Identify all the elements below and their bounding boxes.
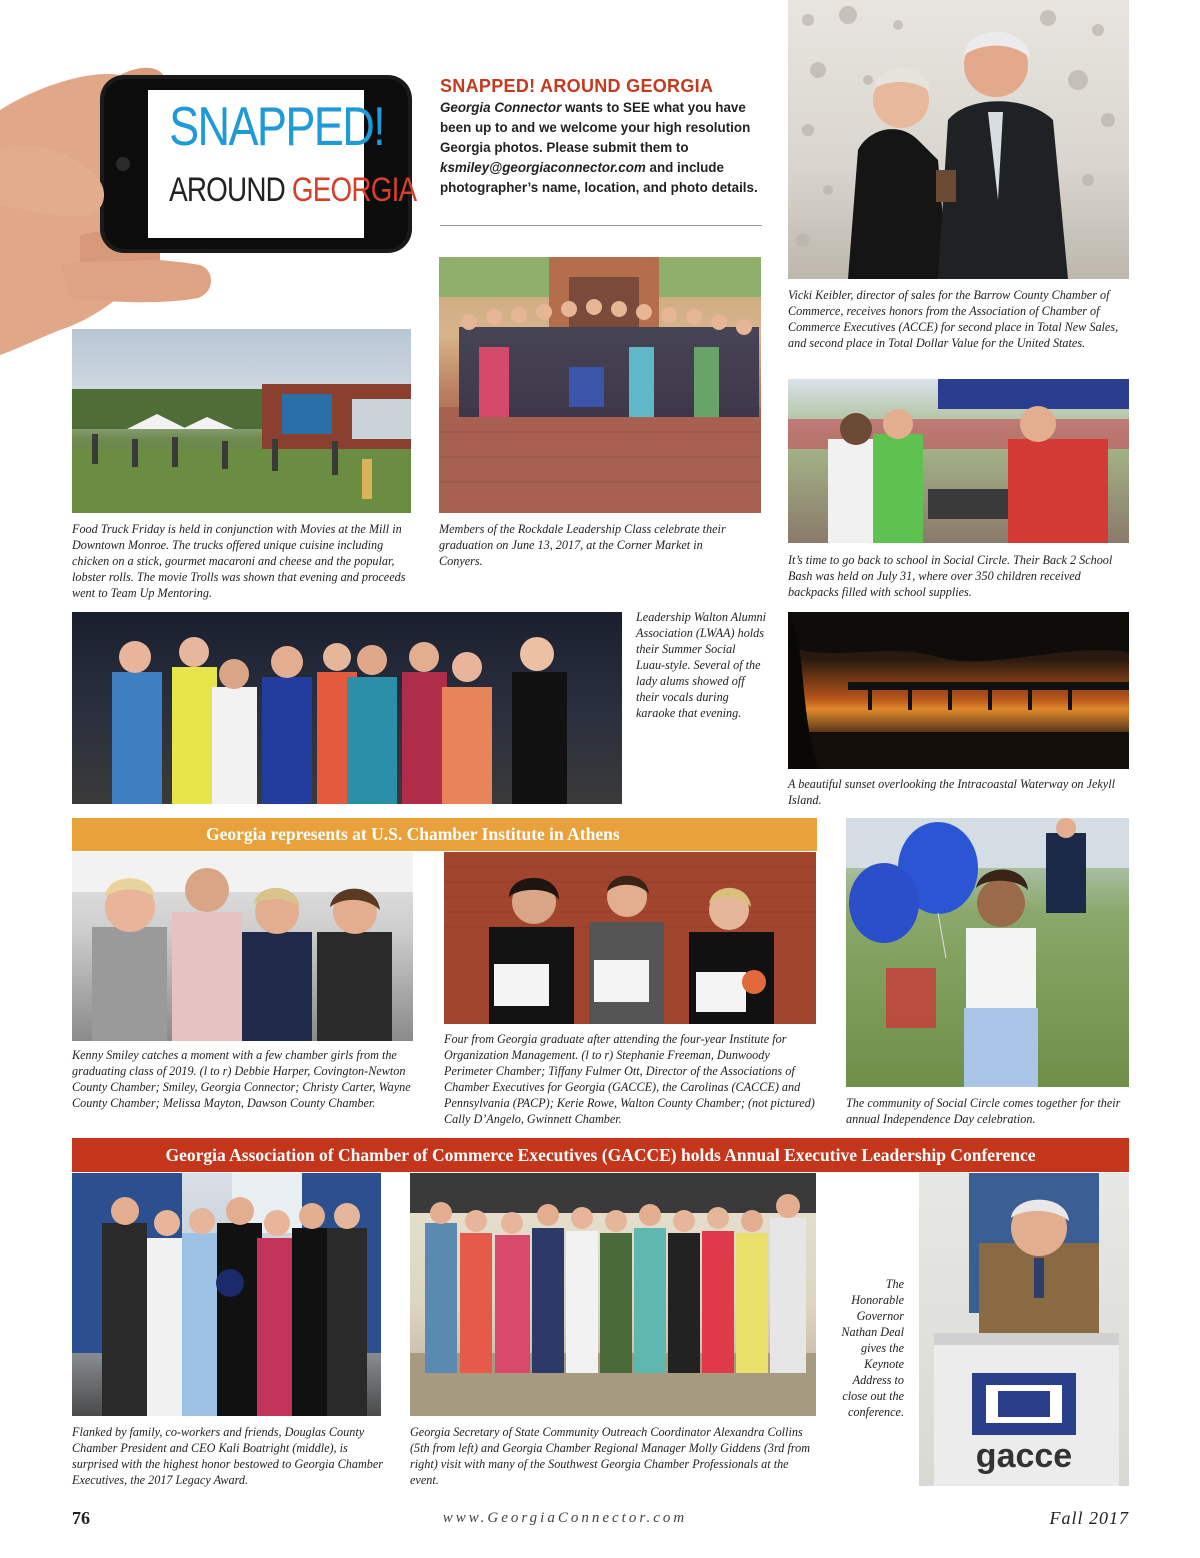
rockdale-leadership-photo	[439, 257, 761, 513]
four-graduates-caption: Four from Georgia graduate after attending the four-year Institute for Organization Management. (l to r) Stephanie Freeman, Dunwoody Perimeter Chamber; Tiffany Fulmer Ott, Director of the Associations of Chamber Executives for Georgia (GACCE), the Carolinas (CACCE) and Pennsylvania (PACP); Kerie Rowe, Walton County Chamber; (not pictured) Cally D’Angelo, Gwinnett Chamber.	[444, 1032, 815, 1126]
boatright-legacy-award-photo	[72, 1173, 381, 1416]
collins-caption: Georgia Secretary of State Community Outreach Coordinator Alexandra Collins (5th from left) and Georgia Chamber Regional Manager Molly Giddens (3rd from right) visit with many of the Southwest Georgia Chamber Professionals at the event.	[410, 1425, 810, 1487]
logo-line-snapped: SNAPPED!	[169, 95, 385, 157]
intro-text-1: wants to SEE what you have been up to and we welcome your high resolution Georgia photos. Please submit them to	[440, 100, 751, 155]
sunset-caption: A beautiful sunset overlooking the Intracoastal Waterway on Jekyll Island.	[788, 777, 1115, 807]
intro-body	[440, 98, 765, 198]
jekyll-sunset-photo	[788, 612, 1129, 769]
boatright-caption: Flanked by family, co-workers and friends, Douglas County Chamber President and CEO Kali Boatright (middle), is surprised with the highest honor bestowed to Georgia Chamber Executives, the 2017 Legacy Award.	[72, 1425, 384, 1487]
logo-georgia-text: GEORGIA	[291, 171, 417, 209]
smiley-chamber-girls-photo	[72, 852, 413, 1041]
rockdale-caption: Members of the Rockdale Leadership Class celebrate their graduation on June 13, 2017, at the Corner Market in Conyers.	[439, 522, 726, 568]
logo-line-around-georgia	[169, 170, 417, 210]
page-number: 76	[72, 1508, 90, 1528]
back-2-school-photo	[788, 379, 1129, 543]
intro-title: SNAPPED! AROUND GEORGIA	[440, 76, 714, 96]
gacce-conference-banner: Georgia Association of Chamber of Commerce Executives (GACCE) holds Annual Executive Leadership Conference	[72, 1138, 1129, 1172]
logo-around-text: AROUND	[169, 171, 292, 209]
back-2-school-caption: It’s time to go back to school in Social Circle. Their Back 2 School Bash was held on July 31, where over 350 children received backpacks filled with school supplies.	[788, 553, 1113, 599]
intro-brand: Georgia Connector	[440, 100, 562, 115]
independence-caption: The community of Social Circle comes together for their annual Independence Day celebration.	[846, 1096, 1121, 1126]
food-truck-friday-photo	[72, 329, 411, 513]
keibler-award-photo	[788, 0, 1129, 279]
intro-email-link[interactable]: ksmiley@georgiaconnector.com	[440, 160, 646, 175]
lwaa-luau-photo	[72, 612, 622, 804]
independence-day-photo	[846, 818, 1129, 1087]
lwaa-caption: Leadership Walton Alumni Association (LWAA) holds their Summer Social Luau-style. Several of the lady alums showed off their vocals during karaoke that evening.	[636, 610, 767, 720]
governor-deal-photo	[919, 1173, 1129, 1486]
governor-caption: The Honorable Governor Nathan Deal gives the Keynote Address to close out the conference.	[841, 1277, 904, 1419]
footer-issue: Fall 2017	[1049, 1508, 1129, 1528]
smiley-caption: Kenny Smiley catches a moment with a few chamber girls from the graduating class of 2019. (l to r) Debbie Harper, Covington-Newton County Chamber; Smiley, Georgia Connector; Christy Carter, Wayne County Chamber; Melissa Mayton, Dawson County Chamber.	[72, 1048, 411, 1110]
collins-southwest-georgia-photo	[410, 1173, 816, 1416]
intro-text-2: and include photographer’s name, location, and photo details.	[440, 160, 758, 195]
food-truck-caption: Food Truck Friday is held in conjunction with Movies at the Mill in Downtown Monroe. The trucks offered unique cuisine including chicken on a stick, gourmet macaroni and cheese and the popular, lobster rolls. The movie Trolls was shown that evening and proceeds went to Team Up Mentoring.	[72, 522, 406, 600]
gacce-podium-logo: gacce	[959, 1373, 1089, 1476]
keibler-caption: Vicki Keibler, director of sales for the Barrow County Chamber of Commerce, receives honors from the Association of Chamber of Commerce Executives (ACCE) for second place in Total New Sales, and second place in Total Dollar Value for the United States.	[788, 288, 1119, 350]
intro-divider	[440, 225, 762, 226]
four-graduates-photo	[444, 852, 816, 1024]
footer-website[interactable]: www.GeorgiaConnector.com	[442, 1510, 688, 1526]
chamber-institute-banner: Georgia represents at U.S. Chamber Institute in Athens	[72, 818, 817, 851]
